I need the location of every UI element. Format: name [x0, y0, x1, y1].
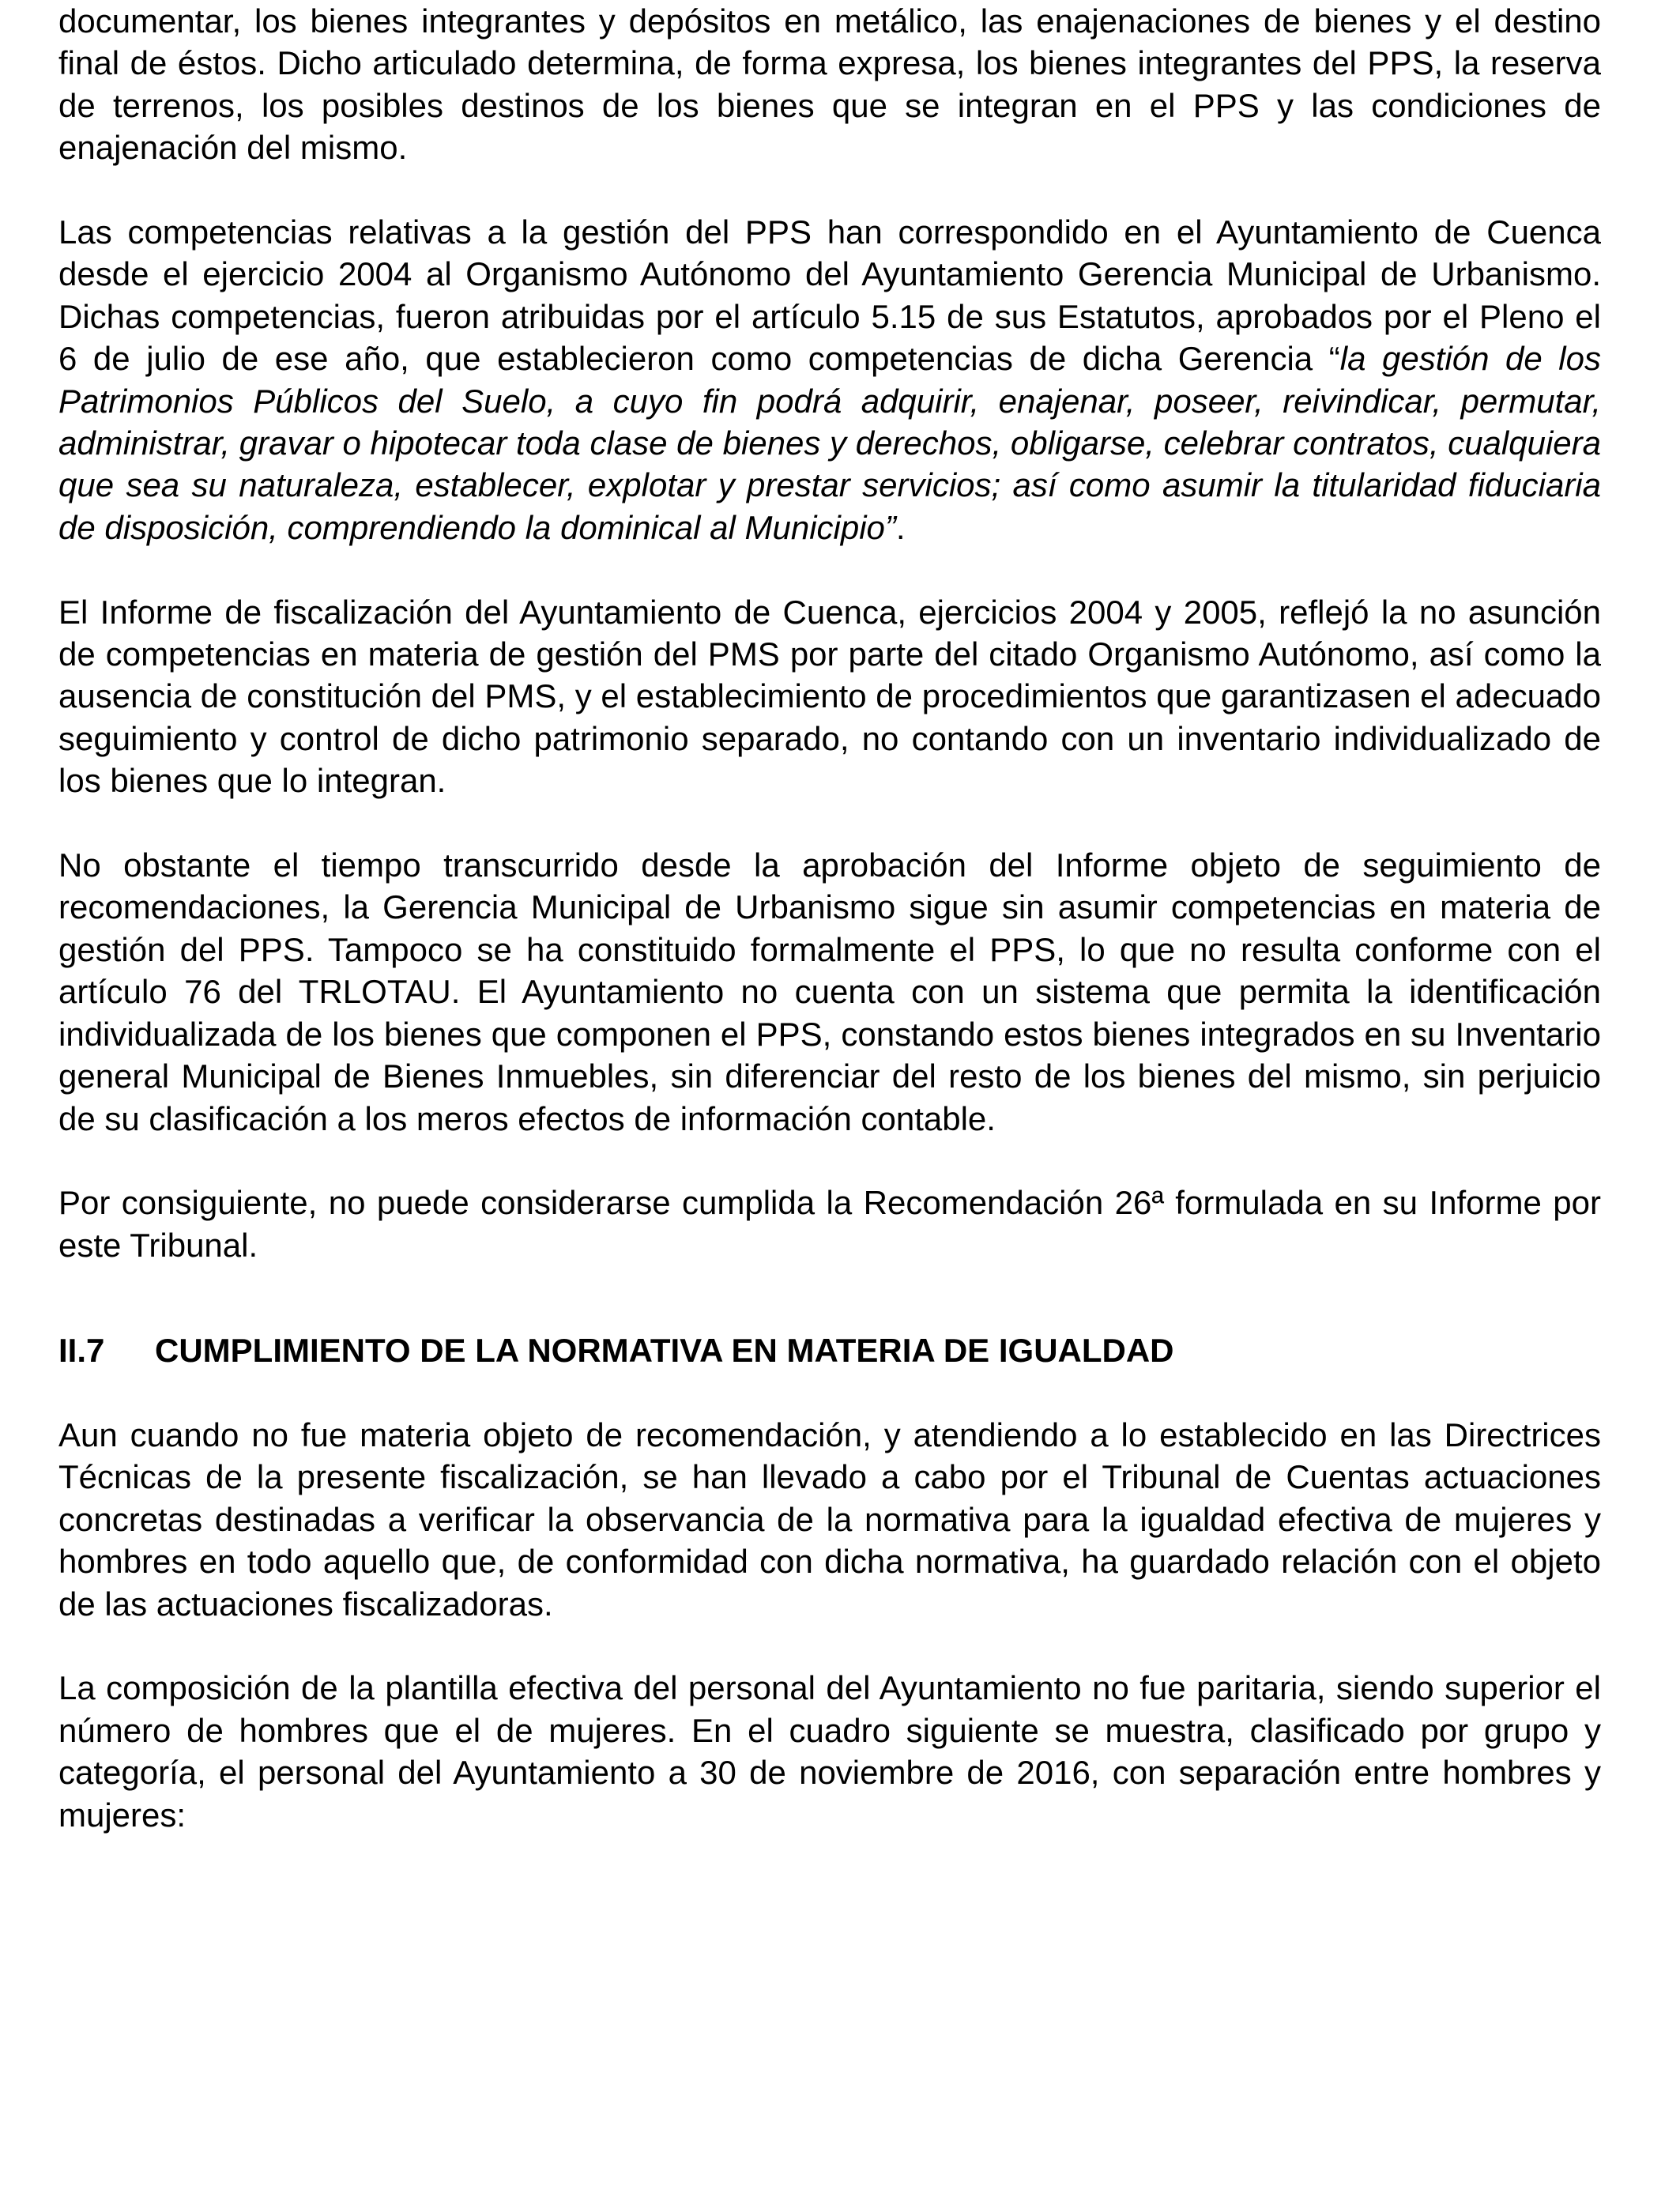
paragraph-igualdad-actuaciones: Aun cuando no fue materia objeto de recomendación, y atendiendo a lo establecido en las Directrices Técnicas de la presente fiscalización, se han llevado a cabo por el Tribunal de Cuentas actuaciones concretas destinadas a verificar la observancia de la normativa para la igualdad efectiva de mujeres y hombres en todo aquello que, de conformidad con dicha normativa, ha guardado relación con el objeto de las actuaciones fiscalizadoras.	[58, 1416, 1601, 1623]
paragraph-no-obstante: No obstante el tiempo transcurrido desde la aprobación del Informe objeto de seguimiento de recomendaciones, la Gerencia Municipal de Urbanismo sigue sin asumir competencias en materia de gestión del PPS. Tampoco se ha constituido formalmente el PPS, lo que no resulta conforme con el artículo 76 del TRLOTAU. El Ayuntamiento no cuenta con un sistema que permita la identificación individualizada de los bienes que componen el PPS, constando estos bienes integrados en su Inventario general Municipal de Bienes Inmuebles, sin diferenciar del resto de los bienes del mismo, sin perjuicio de su clasificación a los meros efectos de información contable.	[58, 846, 1601, 1137]
section-number: II.7	[58, 1332, 105, 1370]
paragraph-competencias-text: Las competencias relativas a la gestión del PPS han correspondido en el Ayuntamiento de Cuenca desde el ejercicio 2004 al Organismo Autónomo del Ayuntamiento Gerencia Municipal de Urbanismo. Dichas competencias, fueron atribuidas por el artículo 5.15 de sus Estatutos, aprobados por el Pleno el 6 de julio de ese año, que establecieron como competencias de dicha Gerencia “	[58, 213, 1601, 378]
paragraph-competencias-gestion	[58, 211, 1601, 548]
paragraph-conclusion-recomendacion: Por consiguiente, no puede considerarse cumplida la Recomendación 26ª formulada en su Informe por este Tribunal.	[58, 1184, 1601, 1264]
document-page	[58, 0, 1601, 1836]
section-heading	[58, 1329, 1601, 1371]
section-title: CUMPLIMIENTO DE LA NORMATIVA EN MATERIA DE IGUALDAD	[155, 1332, 1174, 1370]
paragraph-competencias-tail: .	[895, 508, 906, 546]
paragraph-bienes-integrantes: documentar, los bienes integrantes y depósitos en metálico, las enajenaciones de bienes y el destino final de éstos. Dicho articulado determina, de forma expresa, los bienes integrantes del PPS, la reserva de terrenos, los posibles destinos de los bienes que se integran en el PPS y las condiciones de enajenación del mismo.	[58, 2, 1601, 167]
paragraph-informe-fiscalizacion: El Informe de fiscalización del Ayuntamiento de Cuenca, ejercicios 2004 y 2005, reflejó la no asunción de competencias en materia de gestión del PMS por parte del citado Organismo Autónomo, así como la ausencia de constitución del PMS, y el establecimiento de procedimientos que garantizasen el adecuado seguimiento y control de dicho patrimonio separado, no contando con un inventario individualizado de los bienes que lo integran.	[58, 593, 1601, 800]
quote-estatutos: la gestión de los Patrimonios Públicos del Suelo, a cuyo fin podrá adquirir, enajenar, poseer, reivindicar, permutar, administrar, gravar o hipotecar toda clase de bienes y derechos, obligarse, celebrar contratos, cualquiera que sea su naturaleza, establecer, explotar y prestar servicios; así como asumir la titularidad fiduciaria de disposición, comprendiendo la dominical al Municipio”	[58, 340, 1601, 546]
paragraph-composicion-plantilla: La composición de la plantilla efectiva del personal del Ayuntamiento no fue paritaria, siendo superior el número de hombres que el de mujeres. En el cuadro siguiente se muestra, clasificado por grupo y categoría, el personal del Ayuntamiento a 30 de noviembre de 2016, con separación entre hombres y mujeres:	[58, 1669, 1601, 1834]
